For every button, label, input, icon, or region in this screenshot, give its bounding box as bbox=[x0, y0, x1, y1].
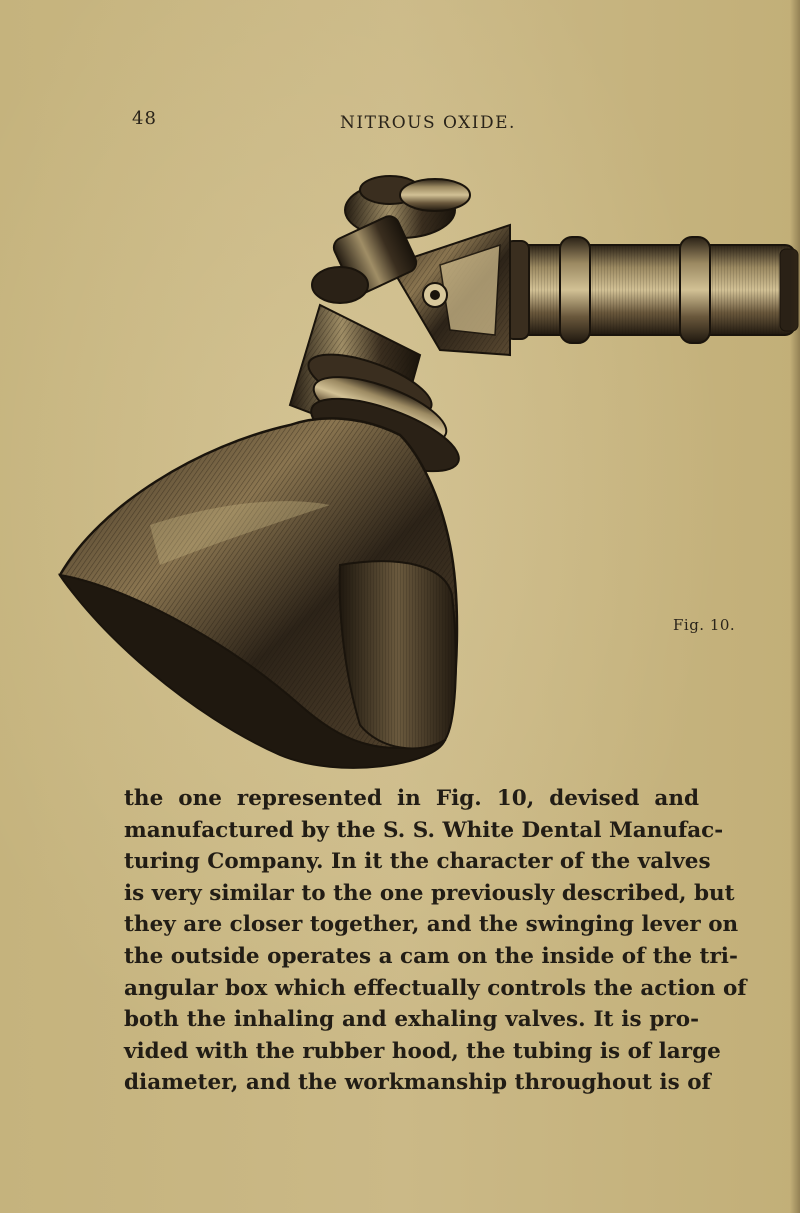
text-line: angular box which effectually controls the action of bbox=[124, 975, 747, 1001]
running-title: NITROUS OXIDE. bbox=[340, 113, 516, 133]
body-paragraph bbox=[124, 783, 747, 1099]
figure-caption: Fig. 10. bbox=[673, 616, 736, 634]
page-number: 48 bbox=[132, 108, 157, 129]
text-line: turing Company. In it the character of the valves bbox=[124, 849, 711, 875]
text-line: manufactured by the S. S. White Dental Manufac- bbox=[124, 817, 724, 843]
text-line: vided with the rubber hood, the tubing is of large bbox=[124, 1038, 721, 1064]
tube bbox=[505, 237, 798, 343]
text-line: they are closer together, and the swinging lever on bbox=[124, 912, 739, 938]
text-line: is very similar to the one previously described, but bbox=[124, 880, 735, 906]
text-line: the outside operates a cam on the inside of the tri- bbox=[124, 943, 738, 969]
text-line: diameter, and the workmanship throughout is of bbox=[124, 1070, 711, 1096]
rubber-hood bbox=[60, 418, 457, 767]
inhaler-engraving-svg bbox=[40, 165, 800, 785]
inhaler-illustration bbox=[40, 165, 800, 785]
text-line: the one represented in Fig. 10, devised and bbox=[124, 786, 699, 811]
text-line: both the inhaling and exhaling valves. It is pro- bbox=[124, 1007, 699, 1033]
